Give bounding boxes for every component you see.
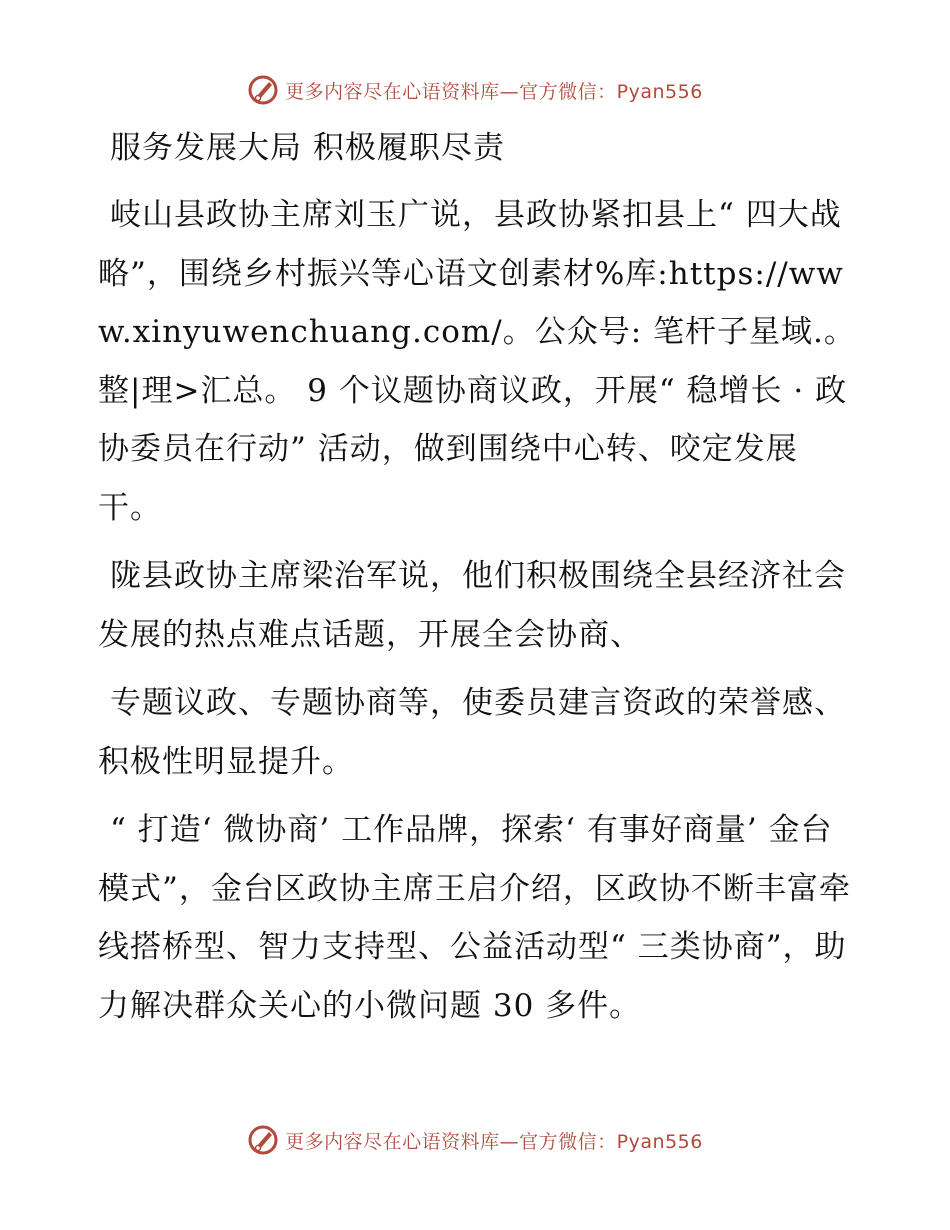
paragraph-jintai: “ 打造‘ 微协商’ 工作品牌，探索‘ 有事好商量’ 金台模式”，金台区政协主席王启介绍，区政协不断丰富牵线搭桥型、智力支持型、公益活动型“ 三类协商”，助力解决群众关心的小微问题 30 多件。 <box>98 812 851 1024</box>
footer-watermark <box>0 1120 950 1160</box>
pen-logo-icon <box>247 74 279 106</box>
paragraph-longxian: 陇县政协主席梁治军说，他们积极围绕全县经济社会发展的热点难点话题，开展全会协商、 <box>98 558 846 653</box>
watermark-separator: — <box>499 80 520 103</box>
pen-logo-icon <box>247 1124 279 1156</box>
watermark-title: 更多内容尽在心语资料库 <box>285 1130 500 1153</box>
watermark-text <box>285 1127 703 1154</box>
paragraph-zhuanti: 专题议政、专题协商等，使委员建言资政的荣誉感、积极性明显提升。 <box>98 685 846 780</box>
watermark-text <box>285 77 703 104</box>
section-heading: 服务发展大局 积极履职尽责 <box>110 130 505 166</box>
watermark-wechat: 官方微信：Pyan556 <box>519 80 703 103</box>
document-body <box>98 120 858 1035</box>
paragraph-qishan: 岐山县政协主席刘玉广说，县政协紧扣县上“ 四大战略”，围绕乡村振兴等心语文创素材%库:https://www.xinyuwenchuang.com/。公众号: 笔杆子星域.。整|理>汇总。 9 个议题协商议政，开展“ 稳增长 · 政协委员在行动” 活动，做到围绕中心转、咬定发展干。 <box>98 197 856 526</box>
watermark-title: 更多内容尽在心语资料库 <box>285 80 500 103</box>
header-watermark <box>0 70 950 110</box>
watermark-separator: — <box>499 1130 520 1153</box>
watermark-wechat: 官方微信：Pyan556 <box>519 1130 703 1153</box>
